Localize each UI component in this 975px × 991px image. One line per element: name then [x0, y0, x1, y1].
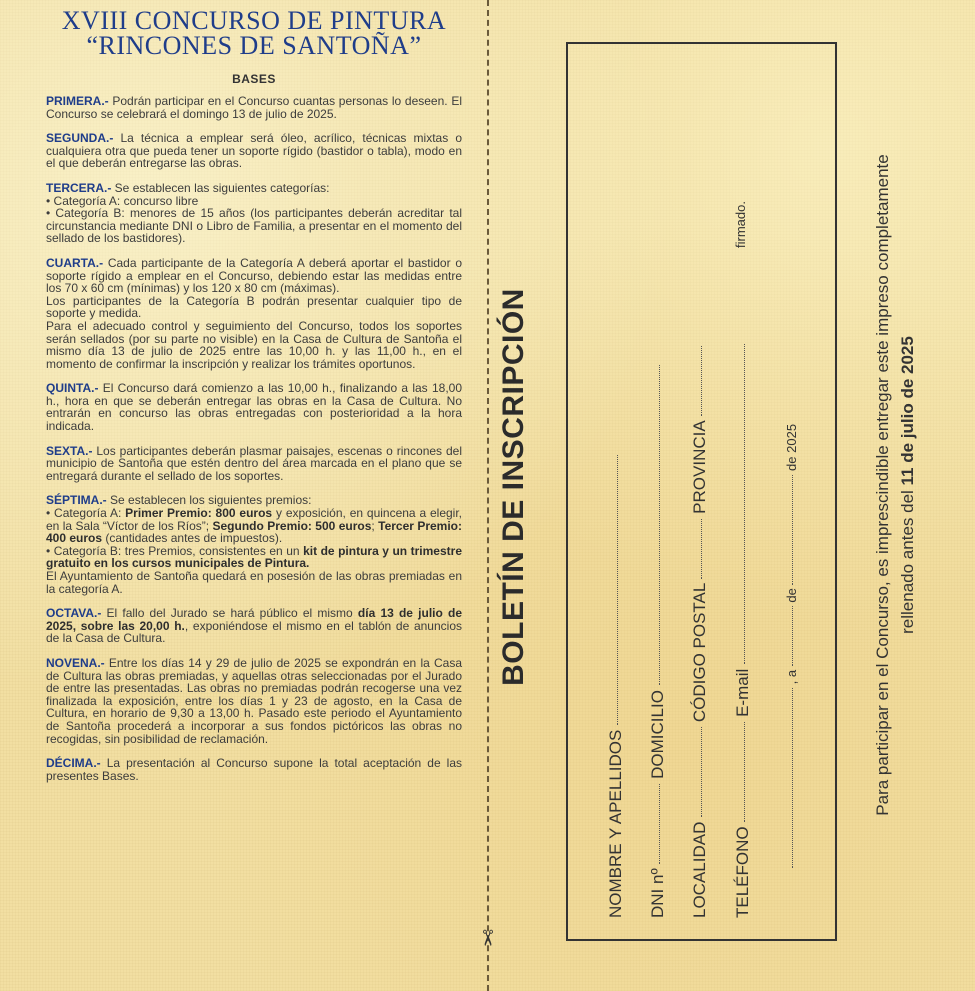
category-item: • Categoría A: concurso libre [46, 193, 199, 208]
clause-paragraph: Para el adecuado control y seguimiento del Concurso, todos los soportes serán sellados (por su parte no visible) en la Casa de Cultura de Santoña el mismo día 13 de julio de 2025 entre las 10,00 h. y las 11,00 h., en el momento de confirmar la inscripción y realizar los trámites oportunos. [46, 318, 462, 371]
codigo-postal-label: CÓDIGO POSTAL [690, 583, 709, 723]
notice-line-1: Para participar en el Concurso, es imprescindible entregar este impreso completamente [873, 154, 892, 816]
prize-category-b [46, 545, 462, 570]
nombre-label: NOMBRE Y APELLIDOS [606, 729, 625, 918]
localidad-field[interactable] [690, 347, 710, 919]
clause-primera [46, 95, 462, 120]
clause-paragraph: Los participantes de la Categoría B podrán presentar cualquier tipo de soporte y medida. [46, 293, 462, 321]
prize-text: • Categoría A: [46, 506, 126, 521]
day-line[interactable] [792, 606, 793, 666]
date-year-label: de 2025 [784, 423, 799, 471]
date-a-label: , a [784, 669, 799, 685]
scissors-icon: ✂ [475, 928, 501, 948]
clause-novena [46, 657, 462, 745]
bases-column [46, 8, 462, 782]
category-item: • Categoría B: menores de 15 años (los participantes deberán acreditar tal circunstancia mediante DNI o Libro de Familia, a presentar en el momento del sellado de los bastidores). [46, 206, 462, 246]
prize-b-highlight: kit de pintura y un trimestre gratuito en los cursos municipales de Pintura. [46, 543, 462, 571]
first-prize: Primer Premio: 800 euros [125, 506, 273, 521]
provincia-label: PROVINCIA [690, 421, 709, 514]
clause-text: Entre los días 14 y 29 de julio de 2025 se expondrán en la Casa de Cultura las obras premiadas, y aquellas otras seleccionadas por el Jurado de entre las presentadas. Las obras no premiadas podrán recogerse una vez finalizada la exposición, entre los días 1 y 23 de agosto, en la Casa de Cultura, en horario de 9,30 a 13,00 h. Pasado este periodo el Ayuntamiento de Santoña procederá a incorporar a sus fondos pictóricos las obras no recogidas, sin posibilidad de reclamación. [46, 655, 462, 746]
clause-lead: OCTAVA.- [46, 606, 102, 621]
contest-title [46, 8, 462, 58]
clause-text: Los participantes deberán plasmar paisajes, escenas o rincones del municipio de Santoña que estén dentro del área marcada en el plano que se entregará durante el sellado de los soportes. [46, 443, 462, 483]
clause-text: La presentación al Concurso supone la total aceptación de las presentes Bases. [46, 756, 462, 783]
localidad-line[interactable] [701, 727, 702, 817]
deadline-date: 11 de julio de 2025 [898, 336, 917, 486]
dni-field[interactable] [648, 365, 668, 918]
second-prize: Segundo Premio: 500 euros [212, 518, 372, 533]
domicilio-line[interactable] [659, 365, 660, 685]
prize-text: • Categoría B: tres Premios, consistentes en un [46, 543, 304, 558]
prize-text: (cantidades antes de impuestos). [102, 531, 283, 546]
email-label: E-mail [733, 668, 752, 717]
notice-line-2 [895, 65, 920, 905]
firmado-label: firmado. [733, 201, 748, 248]
date-de-label: de [784, 588, 799, 603]
clause-paragraph: El Ayuntamiento de Santoña quedará en posesión de las obras premiadas en la categoría A. [46, 569, 462, 596]
clause-text: El Concurso dará comienzo a las 10,00 h., finalizando a las 18,00 h., hora en que se deberán entregar las obras en la Casa de Cultura. No entrarán en concurso las obras entregadas con posterioridad a la hora indicada. [46, 381, 462, 434]
clause-lead: SEGUNDA.- [46, 131, 114, 146]
verdict-date: día 13 de julio de 2025, sobre las 20,00 h. [46, 606, 462, 633]
dni-line[interactable] [659, 784, 660, 864]
title-line-1: XVIII CONCURSO DE PINTURA [61, 6, 447, 35]
clause-lead: DÉCIMA.- [46, 756, 101, 771]
clause-decima [46, 757, 462, 782]
clause-text: , exponiéndose el mismo en el tablón de anuncios de la Casa de Cultura. [46, 618, 462, 646]
form-title: BOLETÍN DE INSCRIPCIÓN [497, 288, 530, 686]
clause-text: Se establecen las siguientes categorías: [111, 180, 330, 195]
clause-lead: SEXTA.- [46, 443, 93, 458]
dni-label: DNI nº [648, 868, 667, 918]
third-prize: Tercer Premio: 400 euros [46, 518, 462, 546]
email-line[interactable] [744, 344, 745, 664]
prize-category-a [46, 507, 462, 545]
month-line[interactable] [792, 475, 793, 585]
deadline-notice [870, 65, 920, 905]
cut-line [487, 0, 489, 991]
localidad-label: LOCALIDAD [690, 821, 709, 918]
place-line[interactable] [792, 688, 793, 868]
clause-lead: SÉPTIMA.- [46, 493, 107, 508]
notice-text: rellenado antes del [898, 485, 917, 634]
codigo-postal-line[interactable] [701, 519, 702, 579]
clause-text: Se establecen los siguientes premios: [106, 493, 312, 508]
nombre-line[interactable] [617, 455, 618, 725]
clause-octava [46, 607, 462, 645]
nombre-field[interactable] [606, 455, 626, 918]
telefono-field[interactable] [733, 344, 753, 918]
clause-text: Cada participante de la Categoría A deberá aportar el bastidor o soporte rígido a emplear en el Concurso, debiendo estar las medidas entre los 70 x 60 cm (mínimas) y los 120 x 80 cm (máximas). [46, 255, 462, 296]
clause-lead: QUINTA.- [46, 381, 99, 396]
prize-text: ; [371, 518, 379, 533]
clause-tercera [46, 182, 462, 245]
clause-quinta [46, 382, 462, 432]
clause-lead: NOVENA.- [46, 655, 105, 670]
provincia-line[interactable] [701, 347, 702, 417]
bases-heading: BASES [232, 72, 276, 86]
date-field[interactable] [784, 424, 799, 868]
telefono-label: TELÉFONO [733, 826, 752, 918]
clause-text: Podrán participar en el Concurso cuantas personas lo deseen. El Concurso se celebrará el domingo 13 de julio de 2025. [46, 94, 462, 121]
telefono-line[interactable] [744, 722, 745, 822]
clause-cuarta [46, 257, 462, 370]
clause-text: La técnica a emplear será óleo, acrílico, técnicas mixtas o cualquiera otra que pueda tener un soporte rígido (bastidor o tabla), modo en el que deberán entregarse las obras. [46, 131, 462, 171]
clause-septima [46, 494, 462, 595]
clause-lead: TERCERA.- [46, 180, 112, 195]
clause-segunda [46, 132, 462, 170]
clause-lead: CUARTA.- [46, 255, 104, 270]
clause-lead: PRIMERA.- [46, 94, 109, 108]
domicilio-label: DOMICILIO [648, 690, 667, 779]
clause-text: El fallo del Jurado se hará público el mismo [101, 606, 358, 621]
prize-text: y exposición, en quincena a elegir, en la Sala “Víctor de los Ríos”; [46, 506, 463, 533]
title-line-2: “RINCONES DE SANTOÑA” [86, 31, 422, 60]
clause-sexta [46, 445, 462, 483]
